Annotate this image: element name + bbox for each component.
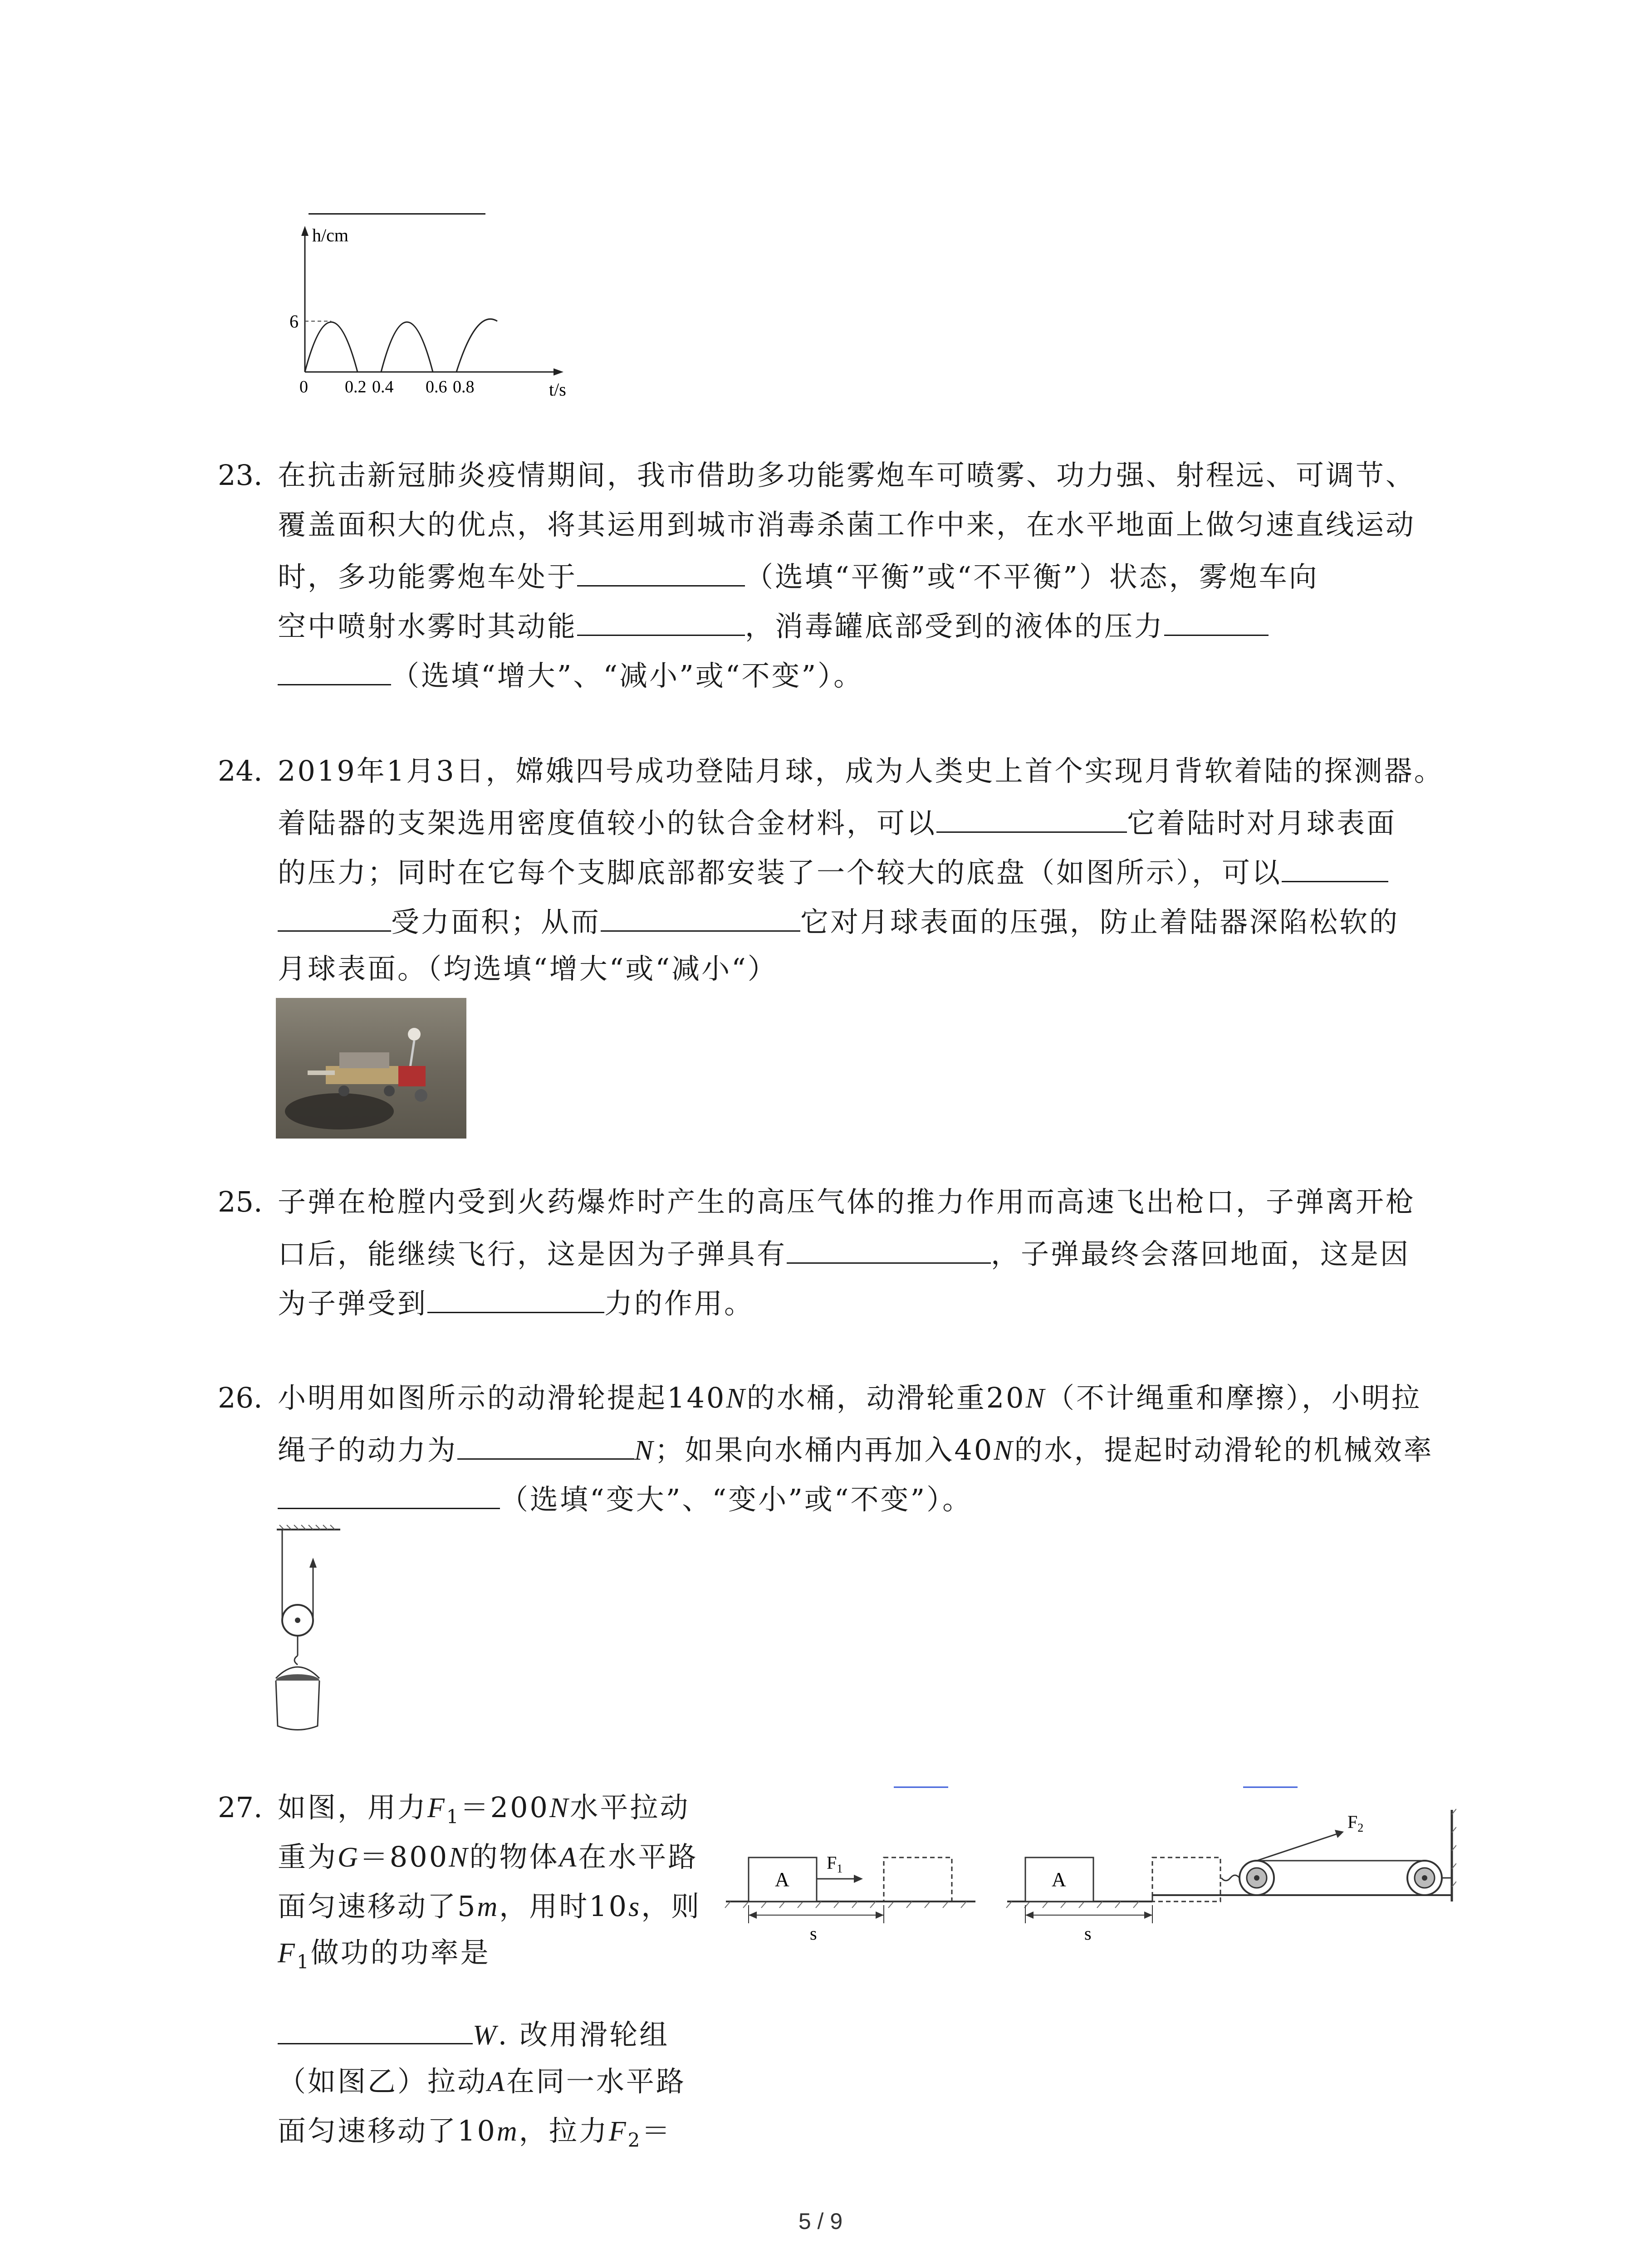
figure-a-distance-label: s [810,1923,817,1944]
graph-y-tick: 6 [289,311,299,332]
q26-text: （选填“变大”、“变小”或“不变”）。 [500,1483,973,1516]
q26-text: 小明用如图所示的动滑轮提起140 [278,1381,726,1414]
q27-text: 面匀速移动了5 [278,1890,477,1923]
q26-text: 绳子的动力为 [278,1433,458,1466]
page-number: 5 / 9 [798,2209,843,2234]
graph-origin: 0 [299,377,308,396]
question-number: 27. [218,1791,263,1824]
q27-text: 在同一水平路 [506,2065,686,2098]
q27-text: ，拉力 [519,2114,609,2147]
q23-line-4 [278,606,1269,645]
q23-text: （选填“增大”、“减小”或“不变”）。 [391,659,864,692]
q24-line-2 [278,802,1396,841]
symbol-a: A [487,2067,506,2097]
q27-line-1 [278,1789,690,1835]
q23-line-2: 覆盖面积大的优点，将其运用到城市消毒杀菌工作中来，在水平地面上做匀速直线运动 [278,508,1416,541]
q27-text: 重为 [278,1840,338,1873]
q23-text: 时，多功能雾炮车处于 [278,560,578,593]
subscript: 1 [296,1950,311,1973]
q24-text: 它着陆时对月球表面 [1127,807,1397,840]
q27-text: 水平拉动 [570,1791,690,1824]
figure-b-block-label: A [1052,1868,1066,1891]
q23-text: 空中喷射水雾时其动能 [278,610,578,643]
answer-blank-q24-2-cont[interactable] [278,901,391,932]
answer-blank-q25-2[interactable] [427,1283,604,1313]
q27-line-2 [278,1839,698,1876]
symbol-f: F [608,2116,628,2147]
unit-n: N [1025,1383,1046,1414]
q27-text: . 改用滑轮组 [498,2018,670,2051]
answer-blank-q23-kinetic[interactable] [577,606,745,636]
q26-line-3 [278,1479,972,1518]
unit-n: N [549,1793,570,1823]
unit-s: s [628,1892,642,1922]
q24-text: 着陆器的支架选用密度值较小的钛合金材料，可以 [278,807,937,840]
q27-text: 面匀速移动了10 [278,2114,497,2147]
answer-blank-q26-1[interactable] [457,1429,634,1460]
answer-blank-q25-1[interactable] [787,1233,991,1264]
question-number: 25. [218,1185,263,1218]
q25-text: 口后，能继续飞行，这是因为子弹具有 [278,1237,787,1271]
figure-a-block-label: A [775,1868,789,1891]
q26-text: ；如果向水桶内再加入40 [655,1433,994,1466]
figure-b-pulley-pull [1003,1783,1456,1946]
q27-text: （如图乙）拉动 [278,2065,488,2098]
q23-text: （选填“平衡”或“不平衡”）状态，雾炮车向 [745,560,1319,593]
q26-text: 的水，提起时动滑轮的机械效率 [1014,1433,1434,1466]
q27-text: ，用时10 [499,1890,629,1923]
figure-a-direct-pull [721,1783,985,1946]
unit-n: N [449,1842,470,1873]
q25-text: 力的作用。 [604,1287,754,1320]
answer-blank-q23-pressure-cont[interactable] [278,655,391,685]
question-number: 24. [218,754,263,787]
graph-x-tick-4: 0.8 [453,377,475,396]
q25-text: ，子弹最终会落回地面，这是因 [991,1237,1411,1271]
answer-blank-q24-2[interactable] [1282,852,1388,882]
q27-line-6 [278,2063,686,2100]
graph-x-tick-3: 0.6 [426,377,447,396]
graph-x-tick-2: 0.4 [372,377,394,396]
answer-blank-q24-1[interactable] [936,802,1127,833]
q27-text: 如图，用力 [278,1791,428,1824]
q27-line-4 [278,1935,490,1980]
symbol-f: F [278,1938,297,1969]
q24-text: 它对月球表面的压强，防止着陆器深陷松软的 [800,905,1400,938]
answer-blank-q23-pressure[interactable] [1164,606,1269,636]
q25-line-3 [278,1283,754,1322]
unit-w: W [473,2020,498,2051]
symbol-a: A [559,1842,578,1873]
q27-text: ，则 [641,1890,701,1923]
q27-text: ＝800 [359,1840,449,1873]
pulley-bucket-figure [272,1524,354,1737]
answer-blank-q27-power[interactable] [278,2014,473,2044]
height-time-graph [281,218,581,399]
figure-b-force-label: $F_2$ [1347,1812,1364,1834]
q27-line-5 [278,2014,669,2053]
graph-y-label: h/cm [312,225,348,245]
q25-line-1: 子弹在枪膛内受到火药爆炸时产生的高压气体的推力作用而高速飞出枪口，子弹离开枪 [278,1185,1416,1218]
answer-blank-q26-2[interactable] [278,1479,500,1509]
unit-n: N [634,1435,655,1466]
q27-text: ＝ [642,2114,672,2147]
q23-line-3 [278,556,1319,595]
question-number: 23. [218,459,263,492]
symbol-g: G [338,1842,360,1873]
q26-line-1 [278,1380,1421,1417]
unit-m: m [477,1892,500,1922]
unit-n: N [726,1383,747,1414]
symbol-f: F [427,1793,446,1823]
figure-b-distance-label: s [1084,1923,1092,1944]
q24-text: 受力面积；从而 [391,905,601,938]
q26-line-2 [278,1429,1434,1469]
q25-line-2 [278,1233,1410,1272]
answer-blank-top[interactable] [309,213,485,215]
answer-blank-q23-state[interactable] [577,556,745,587]
q27-text: ＝200 [460,1791,549,1824]
unit-m: m [496,2116,519,2147]
q24-text: 的压力；同时在它每个支脚底部都安装了一个较大的底盘（如图所示），可以 [278,856,1282,889]
q26-text: 的水桶，动滑轮重20 [746,1381,1026,1414]
q24-line-4 [278,901,1399,940]
q27-text: 的物体 [469,1840,559,1873]
q25-text: 为子弹受到 [278,1287,428,1320]
q24-line-1: 2019年1月3日，嫦娥四号成功登陆月球，成为人类史上首个实现月背软着陆的探测器。 [278,754,1444,787]
unit-n: N [994,1435,1014,1466]
q23-line-1: 在抗击新冠肺炎疫情期间，我市借助多功能雾炮车可喷雾、功力强、射程远、可调节、 [278,459,1416,492]
question-number: 26. [218,1381,263,1414]
q27-text: 做功的功率是 [310,1936,490,1969]
q24-line-3 [278,852,1388,891]
q26-text: （不计绳重和摩擦），小明拉 [1046,1381,1421,1414]
q27-text: 在水平路 [578,1840,698,1873]
lunar-lander-photo [276,998,466,1139]
q27-line-7 [278,2113,671,2158]
subscript: 1 [446,1805,460,1828]
q23-text: ，消毒罐底部受到的液体的压力 [745,610,1165,643]
q23-line-5 [278,655,863,694]
answer-blank-q24-3[interactable] [601,901,800,932]
graph-x-tick-1: 0.2 [345,377,367,396]
figure-a-force-label: $F_1$ [827,1853,843,1875]
graph-x-label: t/s [549,379,566,399]
subscript: 2 [627,2129,642,2151]
q27-line-3 [278,1888,701,1925]
q24-line-5: 月球表面。（均选填“增大“或“减小“） [278,952,778,985]
